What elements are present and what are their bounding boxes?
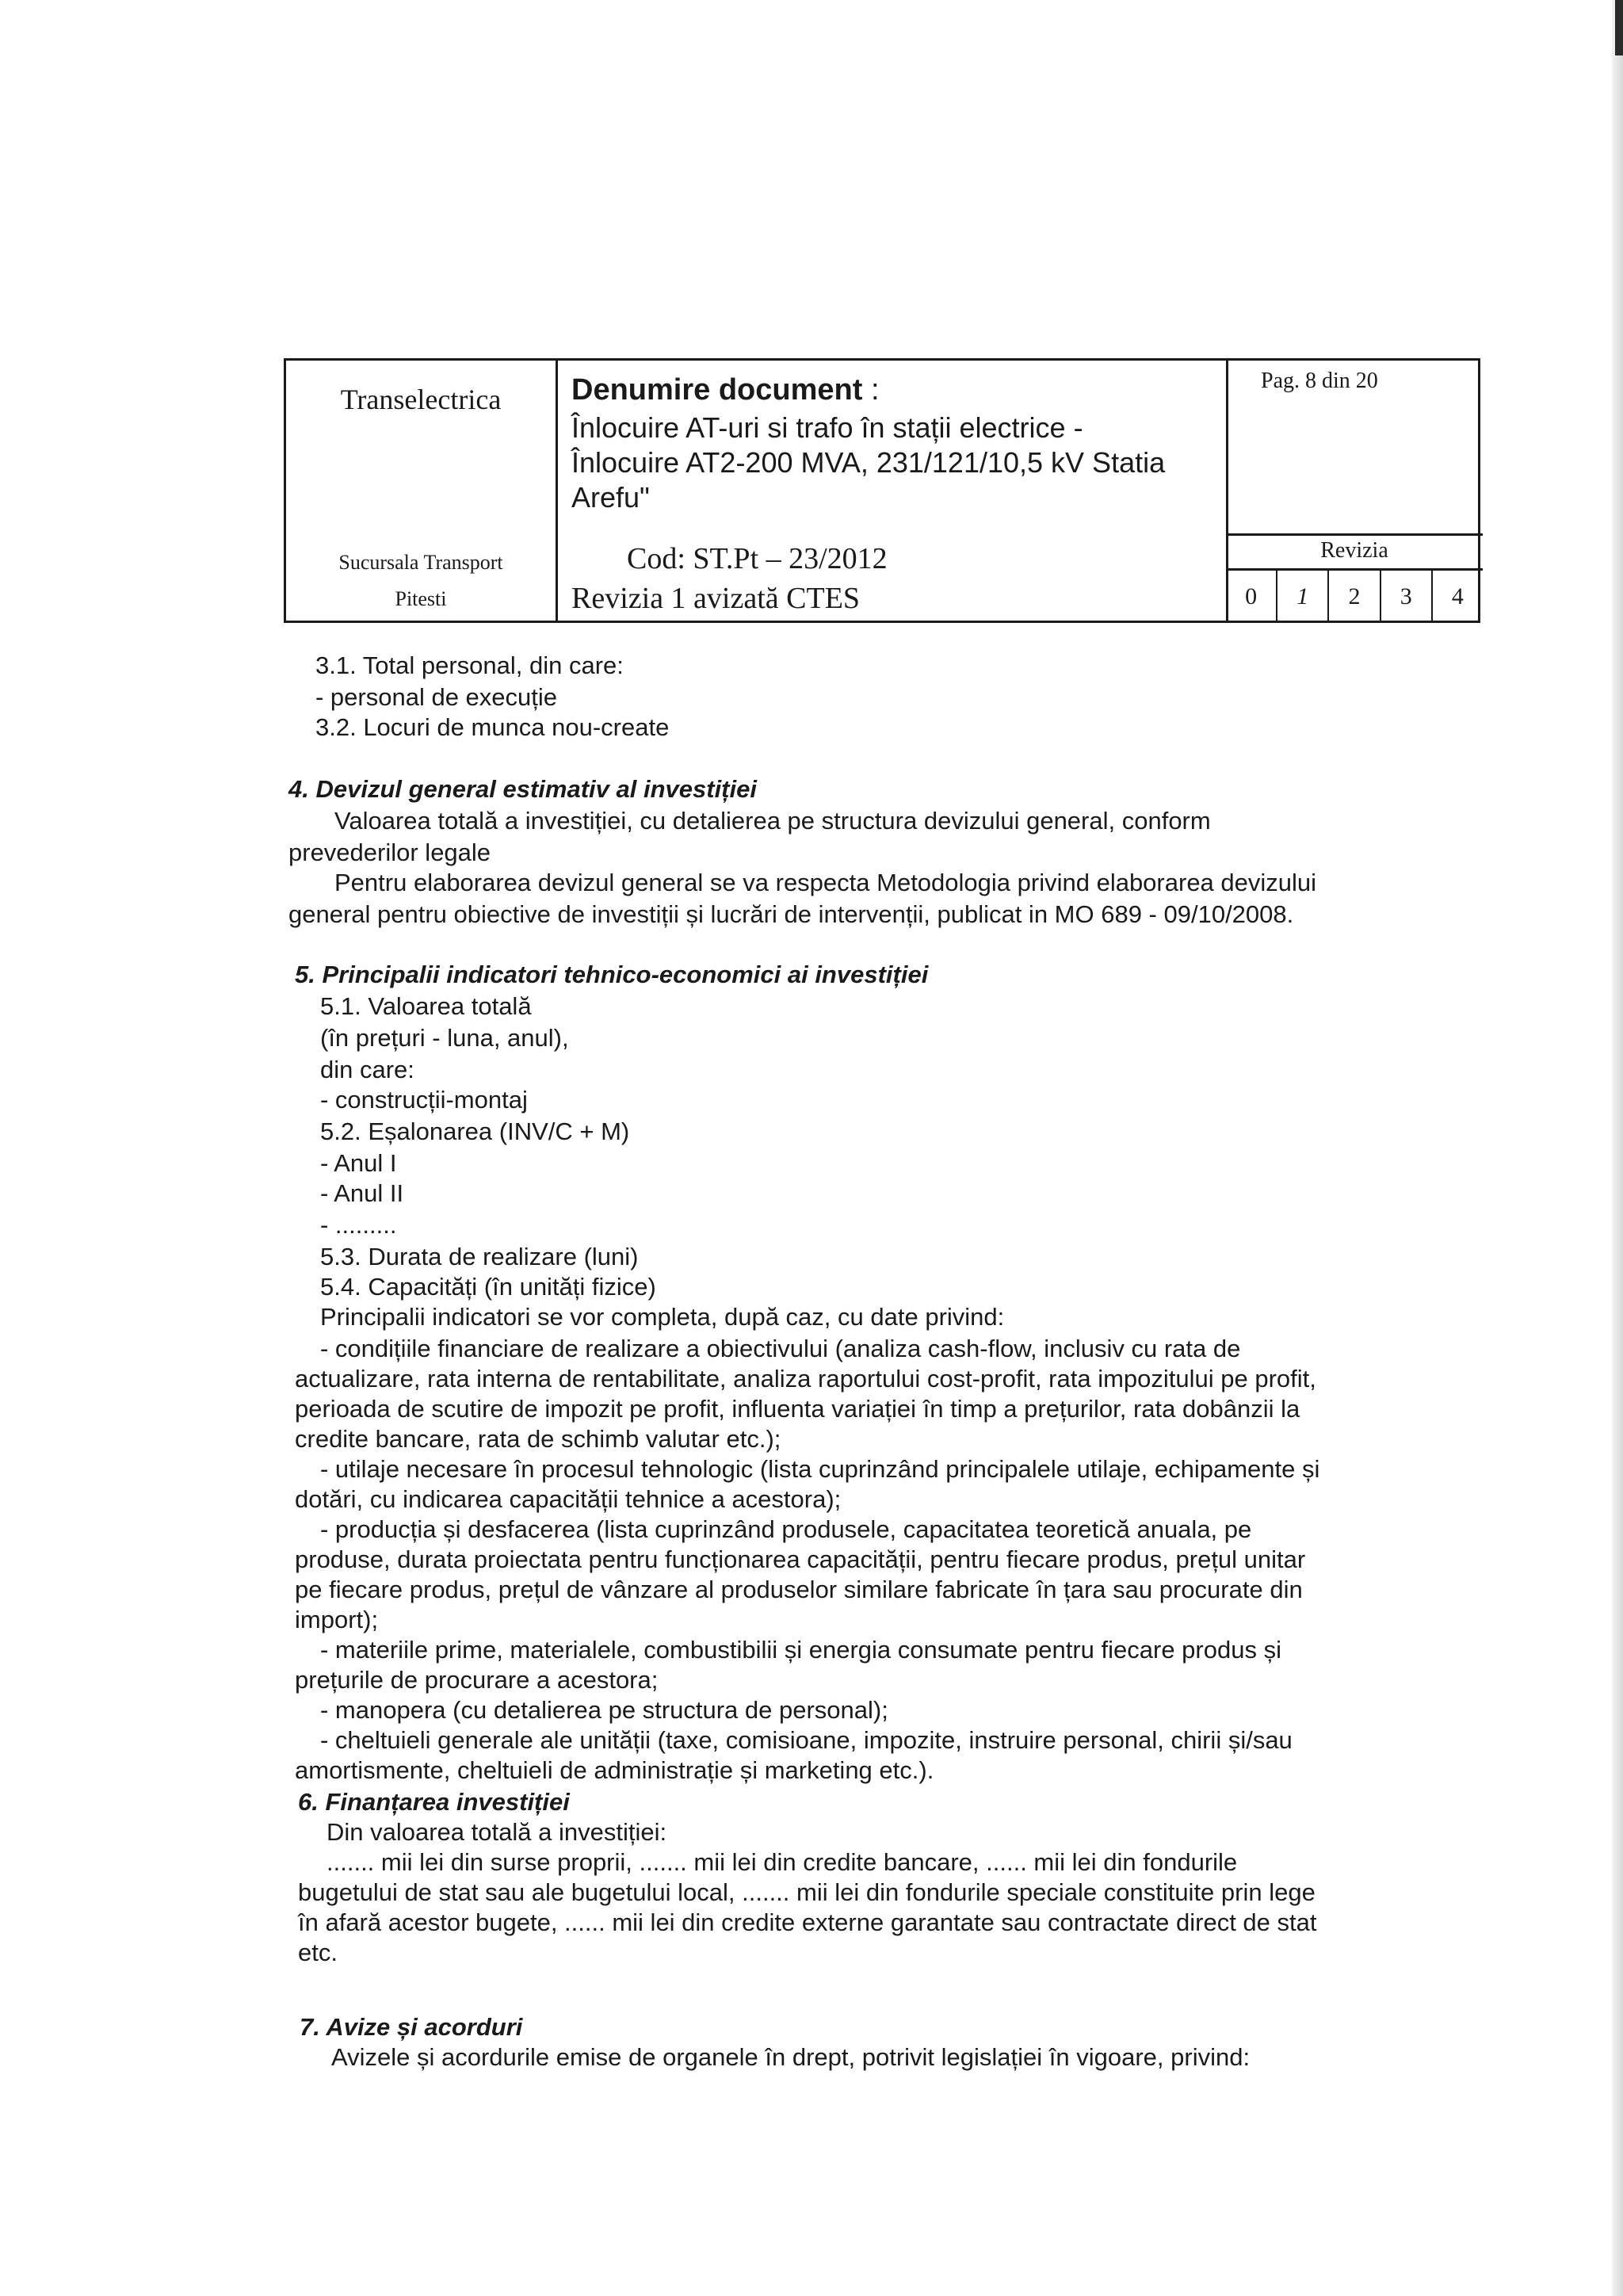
text-line: Pentru elaborarea devizul general se va respecta Metodologia privind elaborarea devizului bbox=[334, 869, 1317, 896]
text-line: pe fiecare produs, prețul de vânzare al produselor similare fabricate în țara sau procurate din bbox=[295, 1576, 1303, 1603]
text-line: 3.1. Total personal, din care: bbox=[315, 651, 624, 679]
document-title-line: Înlocuire AT-uri si trafo în stații electrice - bbox=[571, 411, 1083, 444]
revision-label: Revizia bbox=[1320, 538, 1388, 563]
text-line: - Anul II bbox=[320, 1179, 404, 1207]
text-line: 5.1. Valoarea totală bbox=[320, 992, 532, 1020]
text-line: produse, durata proiectata pentru funcționarea capacității, pentru fiecare produs, prețul unitar bbox=[295, 1545, 1306, 1573]
revision-cell: 0 bbox=[1245, 583, 1258, 609]
text-line: prevederilor legale bbox=[288, 839, 491, 866]
text-line: etc. bbox=[298, 1939, 338, 1966]
text-line: perioada de scutire de impozit pe profit, influenta variației în timp a prețurilor, rata dobânzii la bbox=[295, 1395, 1300, 1423]
text-line: Valoarea totală a investiției, cu detalierea pe structura devizului general, conform bbox=[334, 807, 1211, 835]
page-number: Pag. 8 din 20 bbox=[1261, 369, 1378, 393]
text-line: 5.2. Eșalonarea (INV/C + M) bbox=[320, 1117, 630, 1145]
text-line: import); bbox=[295, 1606, 379, 1633]
company-name: Transelectrica bbox=[340, 384, 502, 415]
text-line: - utilaje necesare în procesul tehnologic (lista cuprinzând principalele utilaje, echipamente și bbox=[320, 1455, 1320, 1483]
document-name-label: Denumire document : bbox=[571, 373, 880, 407]
text-line: bugetului de stat sau ale bugetului local, ....... mii lei din fondurile speciale constituite prin lege bbox=[298, 1878, 1316, 1906]
text-line: - ......... bbox=[320, 1211, 397, 1239]
text-line: credite bancare, rata de schimb valutar etc.); bbox=[295, 1425, 781, 1453]
revision-cell: 1 bbox=[1276, 571, 1327, 623]
document-title-line: Înlocuire AT2-200 MVA, 231/121/10,5 kV Statia bbox=[571, 446, 1166, 479]
revision-cell: 2 bbox=[1327, 571, 1379, 623]
text-line: 5.4. Capacități (în unități fizice) bbox=[320, 1273, 656, 1301]
section-heading: 6. Finanțarea investiției bbox=[298, 1788, 570, 1816]
text-line: Principalii indicatori se vor completa, după caz, cu date privind: bbox=[320, 1303, 1005, 1331]
text-line: ....... mii lei din surse proprii, ....... mii lei din credite bancare, ...... mii lei din fondurile bbox=[327, 1848, 1238, 1876]
document-title-line: Arefu" bbox=[571, 481, 650, 514]
text-line: - manopera (cu detalierea pe structura de personal); bbox=[320, 1696, 888, 1724]
revision-status: Revizia 1 avizată CTES bbox=[571, 582, 861, 615]
text-line: actualizare, rata interna de rentabilitate, analiza raportului cost-profit, rata impozitului pe profit, bbox=[295, 1365, 1316, 1392]
scan-edge-mark bbox=[1575, 0, 1623, 55]
revision-cell: 3 bbox=[1380, 571, 1431, 623]
revision-cells bbox=[1226, 571, 1483, 623]
text-line: Din valoarea totală a investiției: bbox=[327, 1818, 667, 1846]
branch-city: Pitesti bbox=[395, 587, 447, 610]
section-heading: 7. Avize și acorduri bbox=[300, 2013, 523, 2041]
text-line: - personal de execuție bbox=[315, 683, 558, 711]
text-line: (în prețuri - luna, anul), bbox=[320, 1024, 569, 1052]
scan-edge bbox=[1612, 0, 1623, 2296]
text-line: din care: bbox=[320, 1056, 414, 1083]
document-code: Cod: ST.Pt – 23/2012 bbox=[627, 542, 888, 575]
section-heading: 5. Principalii indicatori tehnico-economici ai investiției bbox=[295, 961, 929, 988]
section-heading: 4. Devizul general estimativ al investiției bbox=[288, 775, 757, 803]
text-line: - condițiile financiare de realizare a obiectivului (analiza cash-flow, inclusiv cu rata de bbox=[320, 1335, 1241, 1362]
text-line: Avizele și acordurile emise de organele în drept, potrivit legislației în vigoare, privind: bbox=[331, 2043, 1251, 2071]
document-header bbox=[284, 358, 1480, 623]
revision-cell: 4 bbox=[1431, 571, 1483, 623]
text-line: general pentru obiective de investiții și lucrări de intervenții, publicat in MO 689 - 09/10/2008. bbox=[288, 900, 1294, 928]
text-line: 5.3. Durata de realizare (luni) bbox=[320, 1243, 639, 1270]
text-line: - producția și desfacerea (lista cuprinzând produsele, capacitatea teoretică anuala, pe bbox=[320, 1515, 1252, 1543]
text-line: - cheltuieli generale ale unității (taxe, comisioane, impozite, instruire personal, chirii și/sau bbox=[320, 1726, 1293, 1754]
text-line: 3.2. Locuri de munca nou-create bbox=[315, 713, 670, 741]
text-line: în afară acestor bugete, ...... mii lei din credite externe garantate sau contractate direct de stat bbox=[298, 1908, 1317, 1936]
text-line: - Anul I bbox=[320, 1149, 397, 1177]
text-line: amortismente, cheltuieli de administrație și marketing etc.). bbox=[295, 1756, 934, 1784]
text-line: - construcții-montaj bbox=[320, 1086, 528, 1114]
branch-name: Sucursala Transport bbox=[338, 551, 503, 574]
text-line: dotări, cu indicarea capacității tehnice a acestora); bbox=[295, 1485, 842, 1513]
text-line: prețurile de procurare a acestora; bbox=[295, 1666, 659, 1694]
text-line: - materiile prime, materialele, combustibilii și energia consumate pentru fiecare produs și bbox=[320, 1636, 1281, 1664]
